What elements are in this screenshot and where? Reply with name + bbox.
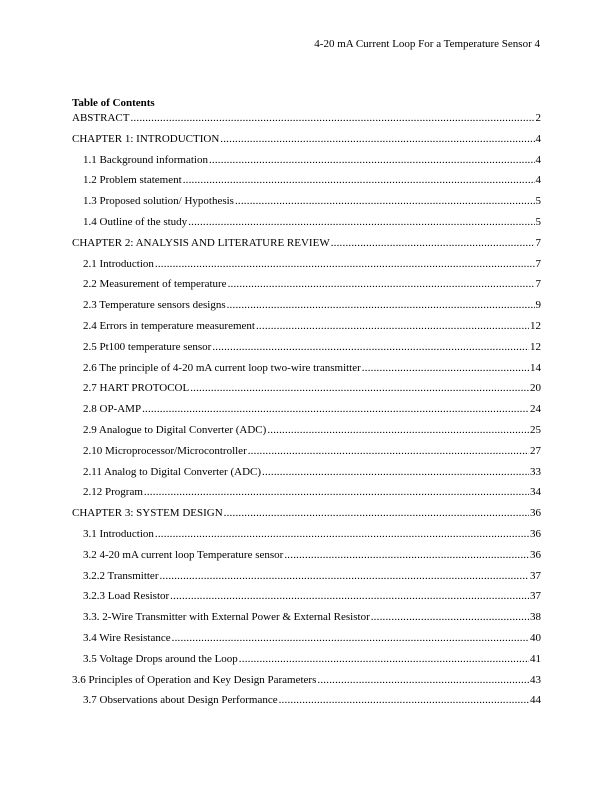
toc-entry-page-number: 33 xyxy=(530,465,541,478)
toc-entry-page-number: 7 xyxy=(535,278,541,291)
toc-entry-page-number: 2 xyxy=(535,112,541,124)
toc-entry-page-number: 40 xyxy=(530,631,541,644)
toc-dot-leader xyxy=(248,445,529,458)
toc-entry[interactable] xyxy=(72,208,541,229)
toc-entry[interactable] xyxy=(72,375,541,396)
toc-entry-label: 2.7 HART PROTOCOL xyxy=(83,382,190,395)
toc-entry-page-number: 36 xyxy=(530,507,541,520)
toc-entry-page-number: 44 xyxy=(530,694,541,707)
toc-entry-label: CHAPTER 1: INTRODUCTION xyxy=(72,132,220,145)
toc-entry-label: ABSTRACT xyxy=(72,112,130,124)
toc-entry-page-number: 4 xyxy=(535,153,541,166)
toc-entry-label: 2.9 Analogue to Digital Converter (ADC) xyxy=(83,423,267,436)
toc-entry[interactable] xyxy=(72,167,541,188)
toc-entry-page-number: 25 xyxy=(530,423,541,436)
toc-dot-leader xyxy=(212,341,529,354)
toc-dot-leader xyxy=(331,237,535,250)
toc-entry[interactable] xyxy=(72,146,541,167)
toc-dot-leader xyxy=(239,653,529,666)
toc-entry-page-number: 41 xyxy=(530,652,541,665)
toc-entry-page-number: 12 xyxy=(530,319,541,332)
table-of-contents xyxy=(72,111,541,707)
toc-entry[interactable] xyxy=(72,416,541,437)
toc-entry-label: 3.7 Observations about Design Performance xyxy=(83,694,278,707)
toc-entry[interactable] xyxy=(72,562,541,583)
toc-entry[interactable] xyxy=(72,333,541,354)
toc-entry-page-number: 38 xyxy=(530,611,541,624)
toc-entry-label: 3.3. 2-Wire Transmitter with External Power & External Resistor xyxy=(83,611,370,624)
toc-entry-page-number: 5 xyxy=(535,195,541,208)
toc-entry[interactable] xyxy=(72,583,541,604)
toc-entry-label: 2.6 The principle of 4-20 mA current loop two-wire transmitter xyxy=(83,361,361,374)
toc-dot-leader xyxy=(256,320,529,333)
toc-dot-leader xyxy=(371,611,529,624)
toc-entry-label: CHAPTER 2: ANALYSIS AND LITERATURE REVIEW xyxy=(72,236,330,249)
toc-entry[interactable] xyxy=(72,250,541,271)
toc-entry[interactable] xyxy=(72,395,541,416)
toc-entry-label: 2.8 OP-AMP xyxy=(83,403,142,416)
toc-entry-label: 3.2.2 Transmitter xyxy=(83,569,159,582)
toc-entry[interactable] xyxy=(72,499,541,520)
toc-entry[interactable] xyxy=(72,645,541,666)
toc-entry-page-number: 4 xyxy=(535,174,541,187)
toc-entry-label: 1.4 Outline of the study xyxy=(83,215,188,228)
toc-entry-page-number: 24 xyxy=(530,403,541,416)
toc-entry[interactable] xyxy=(72,624,541,645)
toc-entry-label: 3.2 4-20 mA current loop Temperature sensor xyxy=(83,548,284,561)
toc-entry-label: 2.3 Temperature sensors designs xyxy=(83,299,226,312)
toc-entry-label: 3.1 Introduction xyxy=(83,527,154,540)
toc-entry[interactable] xyxy=(72,354,541,375)
toc-dot-leader xyxy=(279,694,529,707)
toc-entry[interactable] xyxy=(72,312,541,333)
toc-entry-page-number: 4 xyxy=(535,132,541,145)
toc-entry[interactable] xyxy=(72,479,541,500)
toc-dot-leader xyxy=(159,570,529,583)
toc-entry-label: 2.5 Pt100 temperature sensor xyxy=(83,340,212,353)
toc-entry[interactable] xyxy=(72,111,541,125)
toc-entry[interactable] xyxy=(72,541,541,562)
toc-entry[interactable] xyxy=(72,437,541,458)
toc-dot-leader xyxy=(317,674,529,687)
toc-dot-leader xyxy=(172,632,529,645)
toc-dot-leader xyxy=(227,299,535,312)
toc-dot-leader xyxy=(262,466,529,479)
toc-dot-leader xyxy=(130,112,534,125)
toc-title: Table of Contents xyxy=(72,97,155,109)
toc-entry[interactable] xyxy=(72,271,541,292)
toc-entry-page-number: 12 xyxy=(530,340,541,353)
toc-dot-leader xyxy=(362,362,529,375)
toc-entry-label: 1.2 Problem statement xyxy=(83,174,182,187)
toc-dot-leader xyxy=(170,590,529,603)
toc-dot-leader xyxy=(142,403,529,416)
toc-entry-label: CHAPTER 3: SYSTEM DESIGN xyxy=(72,507,223,520)
toc-dot-leader xyxy=(190,382,529,395)
toc-entry-page-number: 7 xyxy=(535,257,541,270)
toc-entry-page-number: 36 xyxy=(530,548,541,561)
toc-entry-page-number: 36 xyxy=(530,527,541,540)
toc-entry-page-number: 34 xyxy=(530,486,541,499)
toc-dot-leader xyxy=(228,278,535,291)
toc-entry-label: 2.10 Microprocessor/Microcontroller xyxy=(83,444,247,457)
toc-entry-label: 2.12 Program xyxy=(83,486,143,499)
toc-dot-leader xyxy=(224,507,529,520)
toc-entry-label: 2.4 Errors in temperature measurement xyxy=(83,319,255,332)
toc-entry[interactable] xyxy=(72,187,541,208)
toc-entry-page-number: 37 xyxy=(530,590,541,603)
toc-entry-page-number: 5 xyxy=(535,215,541,228)
toc-entry-label: 1.1 Background information xyxy=(83,153,208,166)
toc-dot-leader xyxy=(155,528,529,541)
toc-entry-page-number: 7 xyxy=(535,236,541,249)
toc-entry[interactable] xyxy=(72,603,541,624)
toc-dot-leader xyxy=(267,424,529,437)
toc-dot-leader xyxy=(235,195,535,208)
toc-entry-page-number: 27 xyxy=(530,444,541,457)
toc-entry-page-number: 9 xyxy=(535,299,541,312)
toc-entry[interactable] xyxy=(72,687,541,708)
toc-entry-label: 3.6 Principles of Operation and Key Design Parameters xyxy=(72,673,317,686)
toc-dot-leader xyxy=(209,154,535,167)
toc-entry[interactable] xyxy=(72,291,541,312)
toc-entry-label: 1.3 Proposed solution/ Hypothesis xyxy=(83,195,234,208)
toc-dot-leader xyxy=(188,216,534,229)
toc-entry-label: 2.11 Analog to Digital Converter (ADC) xyxy=(83,465,262,478)
toc-dot-leader xyxy=(183,174,535,187)
toc-entry-label: 2.1 Introduction xyxy=(83,257,154,270)
toc-entry-page-number: 37 xyxy=(530,569,541,582)
toc-dot-leader xyxy=(220,133,534,146)
toc-dot-leader xyxy=(155,258,535,271)
running-header: 4-20 mA Current Loop For a Temperature Sensor 4 xyxy=(314,38,540,50)
toc-entry[interactable] xyxy=(72,125,541,146)
toc-entry[interactable] xyxy=(72,666,541,687)
toc-entry[interactable] xyxy=(72,229,541,250)
toc-entry-label: 3.4 Wire Resistance xyxy=(83,631,171,644)
toc-dot-leader xyxy=(144,486,529,499)
toc-entry-label: 3.5 Voltage Drops around the Loop xyxy=(83,652,238,665)
toc-entry[interactable] xyxy=(72,458,541,479)
toc-entry-label: 3.2.3 Load Resistor xyxy=(83,590,170,603)
toc-entry-page-number: 20 xyxy=(530,382,541,395)
toc-dot-leader xyxy=(284,549,529,562)
toc-entry[interactable] xyxy=(72,520,541,541)
toc-entry-page-number: 14 xyxy=(530,361,541,374)
toc-entry-page-number: 43 xyxy=(530,673,541,686)
toc-entry-label: 2.2 Measurement of temperature xyxy=(83,278,227,291)
